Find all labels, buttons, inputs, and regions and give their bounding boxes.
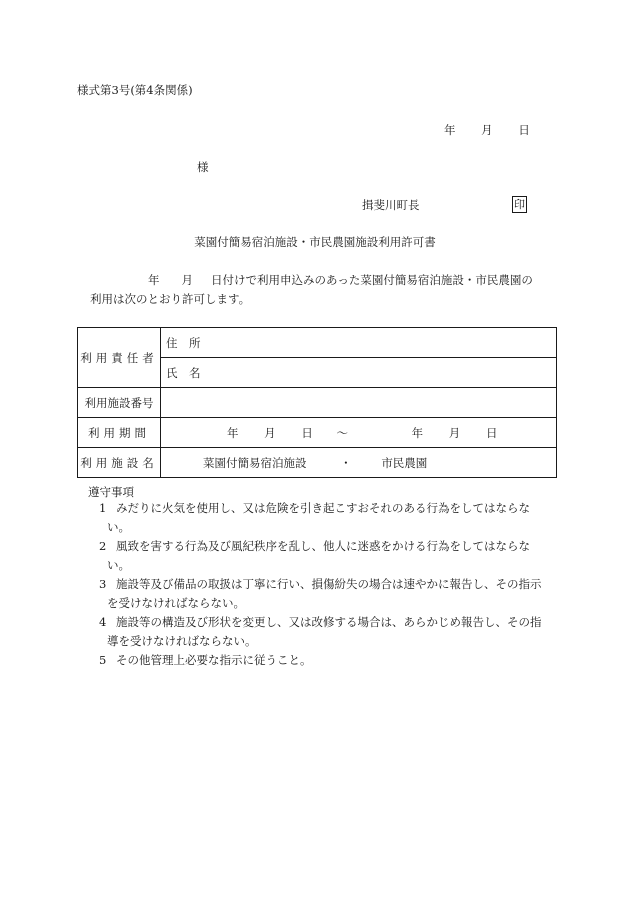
table-row (78, 388, 557, 418)
name-field (161, 358, 557, 388)
period-end-year: 年 (411, 425, 424, 440)
period-start-day: 日 (301, 425, 313, 440)
date-month-label: 月 (481, 123, 493, 137)
note-item-4 (99, 613, 554, 650)
period-start-year: 年 (227, 425, 239, 440)
facility-name-field (161, 448, 557, 478)
note-text: みだりに火気を使用し、又は危険を引き起こすおそれのある行為をしてはならな (116, 501, 530, 515)
table-row (78, 448, 557, 478)
period-header: 利用期間 (78, 418, 161, 448)
period-tilde: ～ (336, 425, 348, 440)
period-end-month: 月 (448, 425, 461, 440)
table-row (78, 328, 557, 358)
facility-separator: ・ (340, 455, 352, 470)
note-number: 5 (99, 653, 107, 667)
body-month-label: 月 (181, 273, 193, 287)
body-text-1: 日付けで利用申込みのあった菜園付簡易宿泊施設・市民農園の (211, 273, 533, 287)
addressee-suffix: 様 (197, 160, 209, 174)
table-row (78, 418, 557, 448)
date-year-label: 年 (444, 123, 456, 137)
address-field (161, 328, 557, 358)
note-text-continued: を受けなければならない。 (107, 595, 245, 610)
facility-option-lodging: 菜園付簡易宿泊施設 (203, 455, 307, 470)
note-text: 施設等及び備品の取扱は丁寧に行い、損傷紛失の場合は速やかに報告し、その指示 (116, 577, 542, 591)
period-field (161, 418, 557, 448)
facility-name-header: 利用施設名 (78, 448, 161, 478)
document-title: 菜園付簡易宿泊施設・市民農園施設利用許可書 (194, 235, 436, 249)
note-item-3 (99, 575, 554, 612)
note-text-continued: い。 (107, 519, 130, 534)
note-text-continued: 導を受けなければならない。 (107, 633, 257, 648)
period-end-day: 日 (485, 425, 498, 440)
period-start-month: 月 (264, 425, 276, 440)
date-day-label: 日 (518, 123, 530, 137)
note-number: 4 (99, 615, 107, 629)
notes-title: 遵守事項 (88, 485, 134, 499)
seal-mark: 印 (514, 198, 525, 211)
user-header: 利用責任者 (78, 328, 161, 388)
note-item-2 (99, 537, 554, 574)
facility-option-farm: 市民農園 (381, 455, 428, 470)
facility-number-field (161, 388, 557, 418)
note-item-5 (99, 651, 554, 670)
issuer-name: 揖斐川町長 (362, 198, 420, 212)
note-text-continued: い。 (107, 557, 130, 572)
note-number: 2 (99, 539, 107, 553)
issue-date-line (444, 125, 530, 137)
body-line-2: 利用は次のとおり許可します。 (90, 292, 251, 306)
form-number: 様式第3号(第4条関係) (77, 83, 193, 97)
address-label: 住 所 (166, 335, 201, 350)
name-label: 氏 名 (166, 365, 201, 380)
permit-table (77, 327, 557, 478)
note-text: 施設等の構造及び形状を変更し、又は改修する場合は、あらかじめ報告し、その指 (116, 615, 542, 629)
body-line-1 (148, 275, 533, 287)
note-text: その他管理上必要な指示に従うこと。 (116, 653, 312, 667)
note-item-1 (99, 499, 554, 536)
facility-number-header: 利用施設番号 (78, 388, 161, 418)
note-number: 1 (99, 501, 107, 515)
body-year-label: 年 (148, 273, 160, 287)
note-text: 風致を害する行為及び風紀秩序を乱し、他人に迷惑をかける行為をしてはならな (116, 539, 530, 553)
note-number: 3 (99, 577, 107, 591)
